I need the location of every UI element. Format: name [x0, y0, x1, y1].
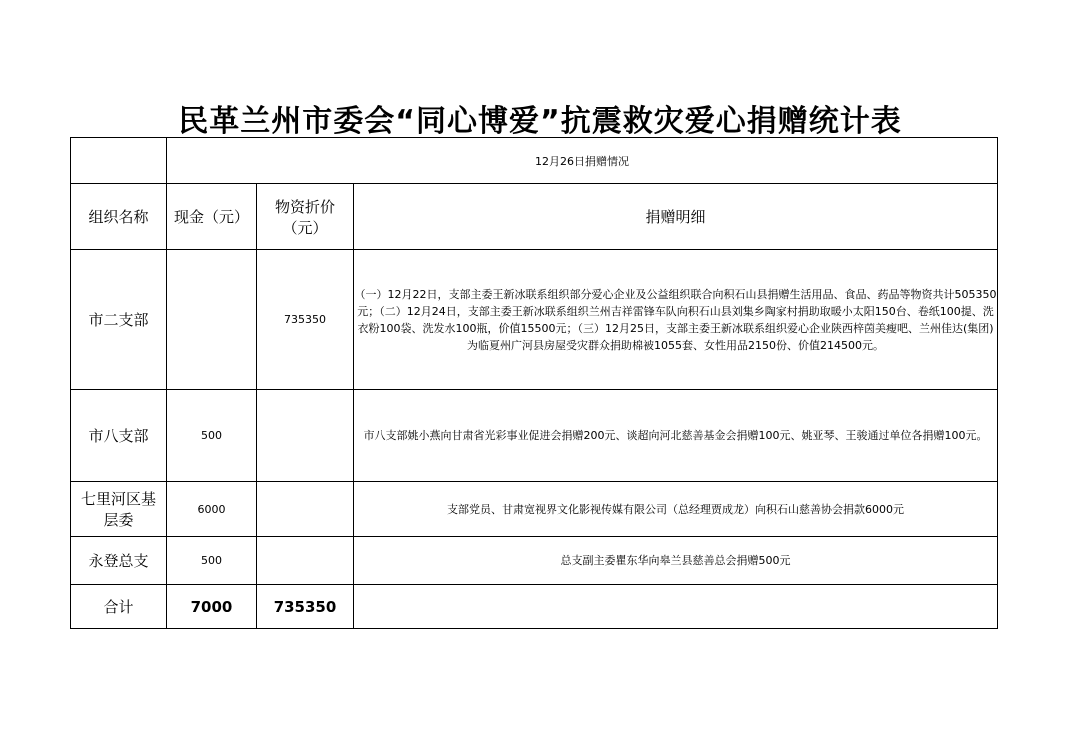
- total-detail: [354, 585, 998, 629]
- row-detail: 市八支部姚小燕向甘肃省光彩事业促进会捐赠200元、谈超向河北慈善基金会捐赠100元、姚亚琴、王骏通过单位各捐赠100元。: [354, 390, 998, 482]
- table-row: [71, 390, 998, 482]
- row-goods: [257, 390, 354, 482]
- header-goods-line1: 物资折价: [274, 197, 335, 216]
- header-cash: 现金（元）: [167, 184, 257, 250]
- total-row: [71, 585, 998, 629]
- header-org: 组织名称: [71, 184, 167, 250]
- row-cash: [167, 250, 257, 390]
- table-row: [71, 537, 998, 585]
- table-row: [71, 250, 998, 390]
- date-subheader: 12月26日捐赠情况: [167, 138, 998, 184]
- header-detail: 捐赠明细: [354, 184, 998, 250]
- total-goods: 735350: [257, 585, 354, 629]
- row-goods: [257, 537, 354, 585]
- row-org-line2: 层委: [103, 511, 134, 529]
- row-cash: 500: [167, 390, 257, 482]
- row-cash: 6000: [167, 482, 257, 537]
- donation-table: [70, 137, 998, 629]
- row-org: [71, 482, 167, 537]
- row-detail: （一）12月22日，支部主委王新冰联系组织部分爱心企业及公益组织联合向积石山县捐赠生活用品、食品、药品等物资共计505350元；（二）12月24日，支部主委王新冰联系组织兰州吉祥雷锋车队向积石山县刘集乡陶家村捐助取暖小太阳150台、卷纸100提、洗衣粉100袋、洗发水100瓶，价值15500元；（三）12月25日，支部主委王新冰联系组织爱心企业陕西梓茵美瘦吧、兰州佳达(集团)为临夏州广河县房屋受灾群众捐助棉被1055套、女性用品2150份、价值214500元。: [354, 250, 998, 390]
- row-cash: 500: [167, 537, 257, 585]
- row-goods: [257, 482, 354, 537]
- page-title: 民革兰州市委会“同心博爱”抗震救灾爱心捐赠统计表: [178, 104, 902, 139]
- total-label: 合计: [71, 585, 167, 629]
- row-detail: 支部党员、甘肃宽视界文化影视传媒有限公司（总经理贾成龙）向积石山慈善协会捐款6000元: [354, 482, 998, 537]
- row-detail: 总支副主委瞿东华向皋兰县慈善总会捐赠500元: [354, 537, 998, 585]
- corner-cell: [71, 138, 167, 184]
- header-row: [71, 184, 998, 250]
- row-org: 市八支部: [71, 390, 167, 482]
- row-org: 市二支部: [71, 250, 167, 390]
- row-goods: 735350: [257, 250, 354, 390]
- row-org: 永登总支: [71, 537, 167, 585]
- header-goods: [257, 184, 354, 250]
- table-row: [71, 482, 998, 537]
- row-org-line1: 七里河区基: [80, 490, 156, 508]
- total-cash: 7000: [167, 585, 257, 629]
- header-goods-line2: （元）: [282, 218, 328, 237]
- subheader-row: [71, 138, 998, 184]
